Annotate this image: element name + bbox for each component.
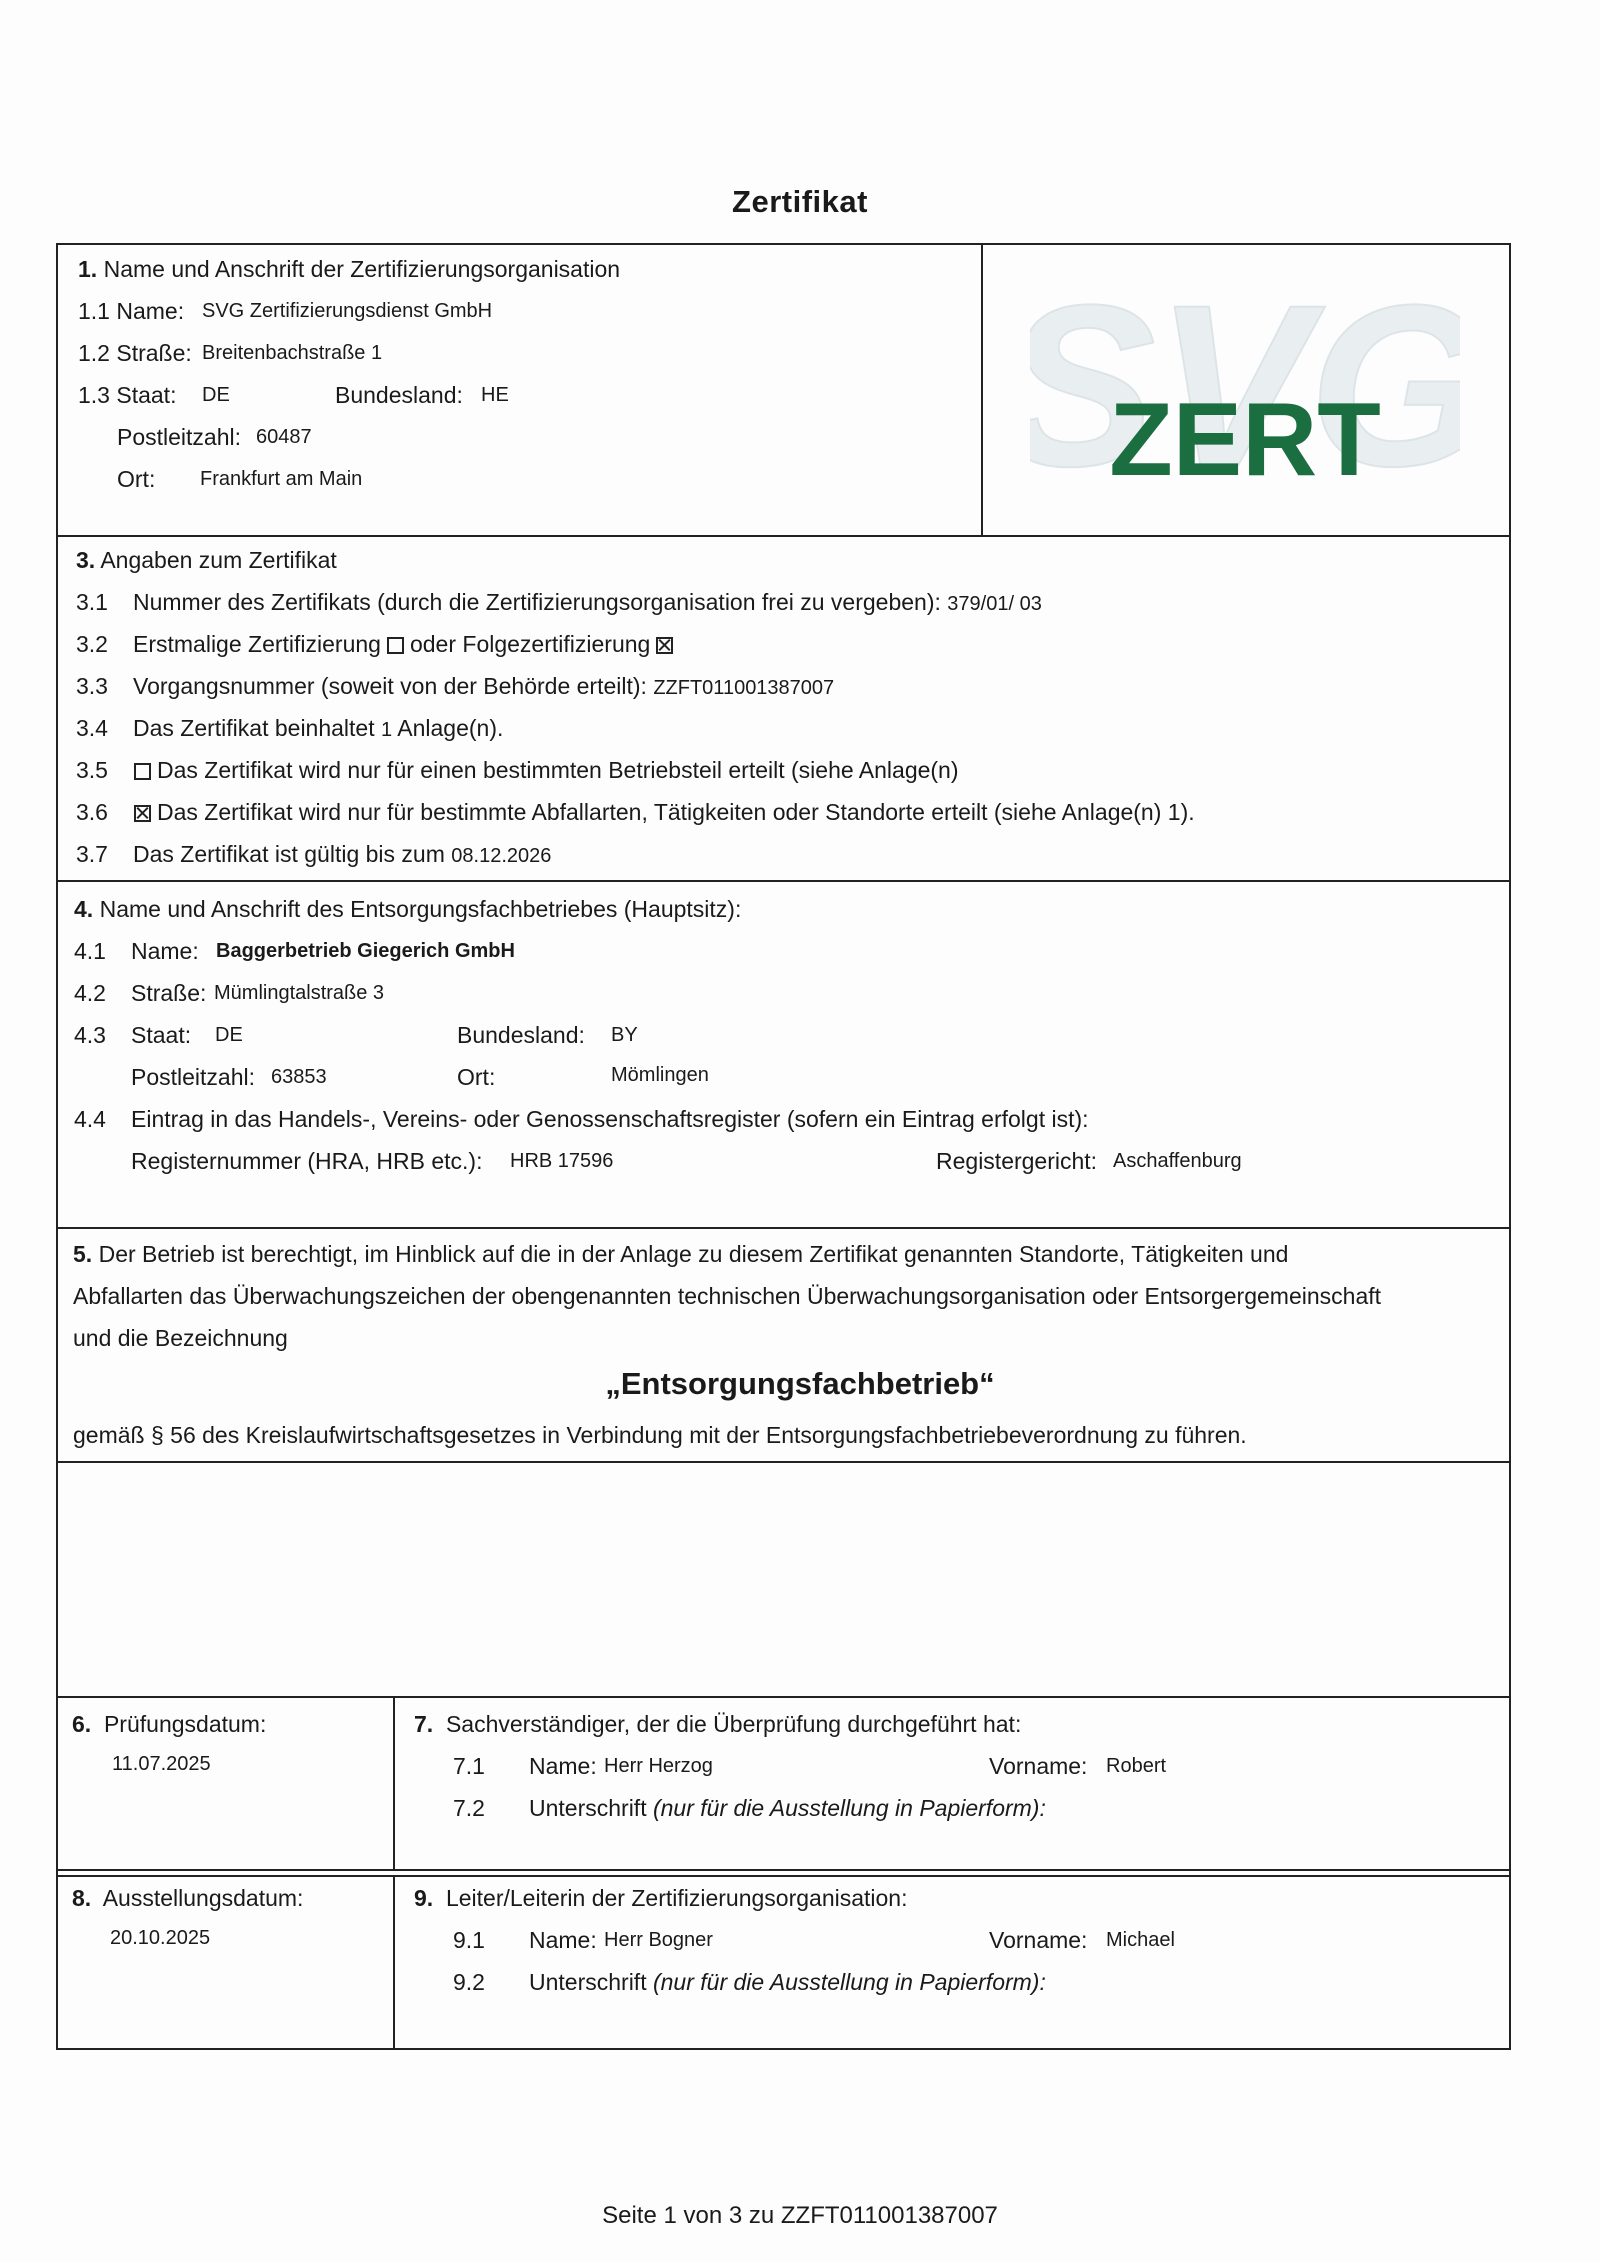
divider-s6 [56,1869,1511,1871]
s9-name-value: Herr Bogner [604,1929,713,1951]
s3-1-text: Nummer des Zertifikats (durch die Zertifizierungsorganisation frei zu vergeben): 379/01/ 03 [133,589,1042,615]
s3-7-text: Das Zertifikat ist gültig bis zum 08.12.2026 [133,841,552,867]
s3-6-text: Das Zertifikat wird nur für bestimmte Abfallarten, Tätigkeiten oder Standorte erteilt (siehe Anlage(n) 1). [128,799,1195,826]
s3-7-num: 3.7 [76,841,108,867]
s7-heading: 7. Sachverständiger, der die Überprüfung durchgeführt hat: [414,1711,1022,1737]
s4-court-value: Aschaffenburg [1113,1150,1242,1172]
s5-line1: 5. Der Betrieb ist berechtigt, im Hinblick auf die in der Anlage zu diesem Zertifikat genannten Standorte, Tätigkeiten und [73,1241,1289,1267]
s9-first-value: Michael [1106,1929,1175,1951]
s6-heading: 6. Prüfungsdatum: [72,1711,267,1737]
s9-first-label: Vorname: [989,1927,1088,1953]
logo-brand-watermark: VG [1155,270,1460,510]
s4-ort-label: Ort: [457,1064,496,1090]
s3-5-num: 3.5 [76,757,108,783]
s4-street-label: Straße: [131,980,207,1006]
s4-4-text: Eintrag in das Handels-, Vereins- oder Genossenschaftsregister (sofern ein Eintrag erfolgt ist): [131,1106,1089,1132]
s3-4-text: Das Zertifikat beinhaltet 1 Anlage(n). [133,715,504,741]
s5-line2: Abfallarten das Überwachungszeichen der obengenannten technischen Überwachungsorganisation oder Entsorgergemeinschaft [73,1283,1382,1309]
s7-1-num: 7.1 [453,1753,485,1779]
s4-land-value: BY [611,1024,638,1046]
s7-first-value: Robert [1106,1755,1167,1777]
svg-logo-mark [1030,270,1460,510]
divider-s3 [56,880,1511,882]
s4-reg-label: Registernummer (HRA, HRB etc.): [131,1148,483,1174]
s4-ort-value: Mömlingen [611,1064,709,1086]
s1-land-value: HE [481,384,509,406]
s4-1-num: 4.1 [74,938,106,964]
s4-land-label: Bundesland: [457,1022,585,1048]
s1-name-value: SVG Zertifizierungsdienst GmbH [202,300,493,322]
s4-court-label: Registergericht: [936,1148,1098,1174]
s1-ort-label: Ort: [117,466,156,492]
s4-2-num: 4.2 [74,980,106,1006]
certificate-number: 379/01/ 03 [947,593,1042,615]
s1-plz-label: Postleitzahl: [117,424,242,450]
divider-s5 [56,1461,1511,1463]
s9-1-num: 9.1 [453,1927,485,1953]
s1-state-label: 1.3 Staat: [78,382,177,408]
s4-plz-value: 63853 [271,1066,327,1088]
divider-s8-top [56,1875,1511,1877]
s4-name-value: Baggerbetrieb Giegerich GmbH [216,940,515,962]
s4-name-label: Name: [131,938,199,964]
s3-2-text: Erstmalige Zertifizierung oder Folgezertifizierung [133,631,679,658]
s9-heading: 9. Leiter/Leiterin der Zertifizierungsorganisation: [414,1885,908,1911]
s3-3-num: 3.3 [76,673,108,699]
s9-2-num: 9.2 [453,1969,485,1995]
s1-street-value: Breitenbachstraße 1 [202,342,383,364]
s4-reg-value: HRB 17596 [510,1150,614,1172]
divider-logo [981,243,983,536]
s4-plz-label: Postleitzahl: [131,1064,256,1090]
s4-4-num: 4.4 [74,1106,106,1132]
issue-date: 20.10.2025 [110,1927,211,1949]
s1-state-value: DE [202,384,230,406]
divider-s1 [56,535,1511,537]
s1-plz-value: 60487 [256,426,312,448]
valid-until-date: 08.12.2026 [451,845,552,867]
initial-certification-checkbox [387,637,404,654]
s7-signature-label: Unterschrift (nur für die Ausstellung in Papierform): [529,1795,1046,1821]
s3-5-text: Das Zertifikat wird nur für einen bestimmten Betriebsteil erteilt (siehe Anlage(n) [128,757,959,784]
s4-state-label: Staat: [131,1022,192,1048]
s9-name-label: Name: [529,1927,597,1953]
s5-line4: gemäß § 56 des Kreislaufwirtschaftsgesetzes in Verbindung mit der Entsorgungsfachbetriebeverordnung zu führen. [73,1422,1247,1448]
s7-name-label: Name: [529,1753,597,1779]
s7-2-num: 7.2 [453,1795,485,1821]
divider-blank [56,1696,1511,1698]
s3-3-text: Vorgangsnummer (soweit von der Behörde erteilt): ZZFT011001387007 [133,673,835,699]
document-title: Zertifikat [732,184,868,219]
waste-types-checkbox [134,805,151,822]
divider-col-8-9 [393,1875,395,2050]
s4-3-num: 4.3 [74,1022,106,1048]
certificate-frame [56,243,1511,2050]
s4-heading: 4. Name und Anschrift des Entsorgungsfachbetriebes (Hauptsitz): [74,896,742,922]
follow-up-certification-checkbox [656,637,673,654]
logo-zert-text: ZERT [1109,382,1381,498]
business-part-checkbox [134,763,151,780]
divider-s4 [56,1227,1511,1229]
s7-first-label: Vorname: [989,1753,1088,1779]
s1-heading: 1. Name und Anschrift der Zertifizierungsorganisation [78,256,621,282]
designation-heading: „Entsorgungsfachbetrieb“ [605,1366,995,1401]
s9-signature-label: Unterschrift (nur für die Ausstellung in Papierform): [529,1969,1046,1995]
s8-heading: 8. Ausstellungsdatum: [72,1885,304,1911]
s5-line3: und die Bezeichnung [73,1325,288,1351]
s1-land-label: Bundesland: [335,382,463,408]
s3-1-num: 3.1 [76,589,108,615]
inspection-date: 11.07.2025 [112,1753,211,1775]
s4-state-value: DE [215,1024,243,1046]
s3-4-num: 3.4 [76,715,108,741]
s3-heading: 3. Angaben zum Zertifikat [76,547,337,573]
s3-6-num: 3.6 [76,799,108,825]
s7-name-value: Herr Herzog [604,1755,713,1777]
process-number: ZZFT011001387007 [653,677,835,699]
s1-street-label: 1.2 Straße: [78,340,192,366]
page-footer: Seite 1 von 3 zu ZZFT011001387007 [602,2202,998,2229]
s1-name-label: 1.1 Name: [78,298,185,324]
divider-col-6-7 [393,1696,395,1870]
svg-zert-logo [1030,270,1460,510]
s3-2-num: 3.2 [76,631,108,657]
s4-street-value: Mümlingtalstraße 3 [214,982,385,1004]
s1-ort-value: Frankfurt am Main [200,468,363,490]
